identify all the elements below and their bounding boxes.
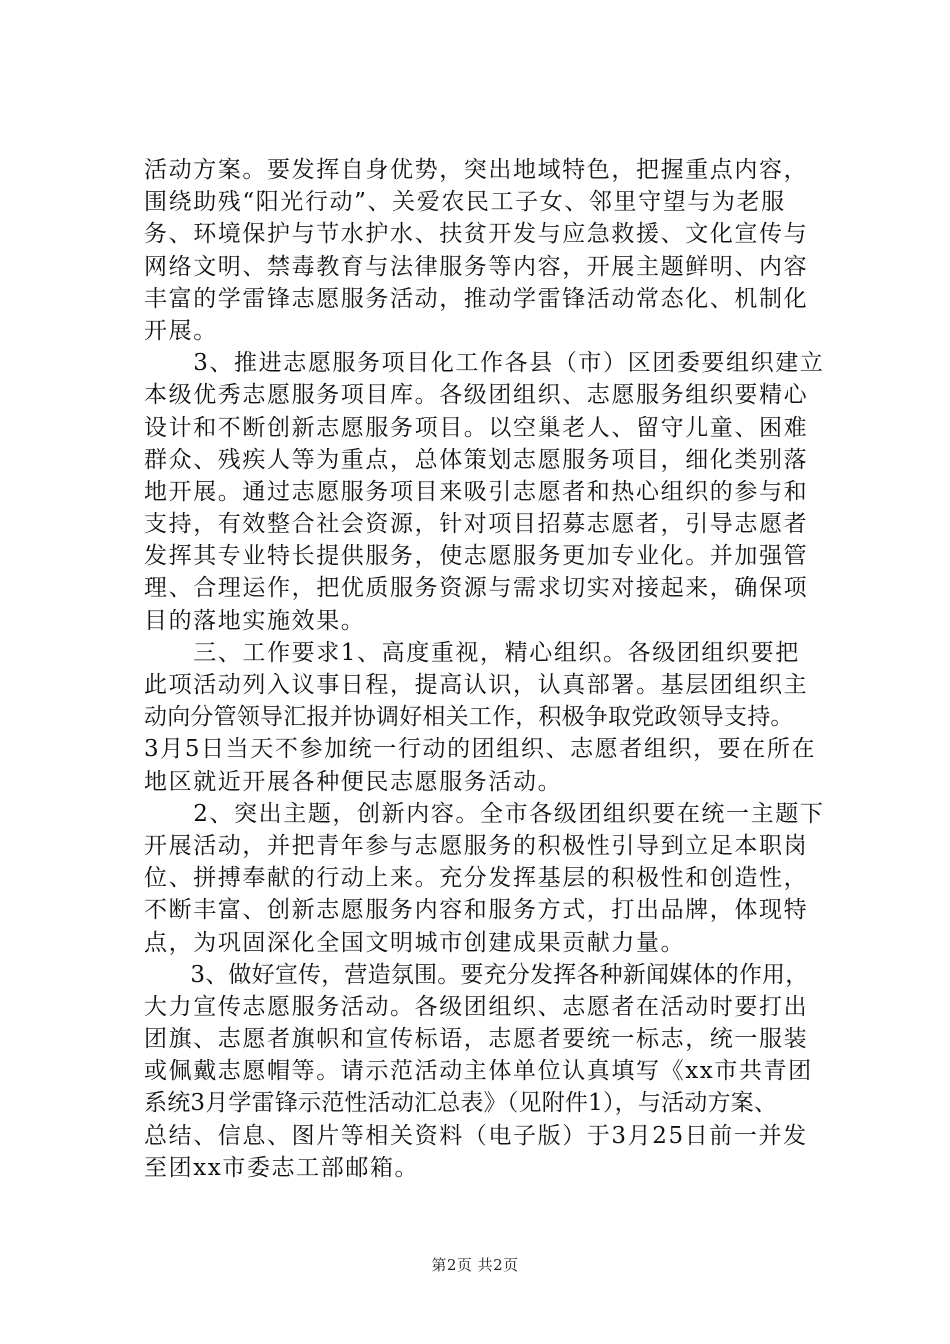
text-line: 不断丰富、创新志愿服务内容和服务方式，打出品牌，体现特: [144, 897, 809, 924]
text-line: 系统3月学雷锋示范性活动汇总表》（见附件1），与活动方案、: [144, 1090, 778, 1117]
text-line: 三、工作要求1、高度重视，精心组织。各级团组织要把: [144, 639, 800, 666]
text-line: 发挥其专业特长提供服务，使志愿服务更加专业化。并加强管: [144, 543, 809, 570]
text-line: 团旗、志愿者旗帜和宣传标语，志愿者要统一标志，统一服装: [144, 1026, 809, 1053]
text-line: 3、做好宣传，营造氛围。要充分发挥各种新闻媒体的作用，: [144, 961, 809, 988]
text-line: 目的落地实施效果。: [144, 607, 366, 634]
text-line: 本级优秀志愿服务项目库。各级团组织、志愿服务组织要精心: [144, 382, 809, 409]
text-line: 动向分管领导汇报并协调好相关工作，积极争取党政领导支持。: [144, 704, 794, 731]
text-line: 开展。: [144, 317, 218, 344]
text-line: 务、环境保护与节水护水、扶贫开发与应急救援、文化宣传与: [144, 221, 809, 248]
text-line: 至团xx市委志工部邮箱。: [144, 1154, 420, 1181]
text-line: 地区就近开展各种便民志愿服务活动。: [144, 768, 563, 795]
text-line: 网络文明、禁毒教育与法律服务等内容，开展主题鲜明、内容: [144, 253, 809, 280]
text-line: 此项活动列入议事日程，提高认识，认真部署。基层团组织主: [144, 672, 809, 698]
text-line: 位、拼搏奉献的行动上来。充分发挥基层的积极性和创造性，: [144, 865, 809, 892]
text-line: 地开展。通过志愿服务项目来吸引志愿者和热心组织的参与和: [144, 478, 809, 505]
text-line: 群众、残疾人等为重点，总体策划志愿服务项目，细化类别落: [144, 446, 809, 473]
text-line: 支持，有效整合社会资源，针对项目招募志愿者，引导志愿者: [144, 511, 809, 538]
text-line: 2、突出主题，创新内容。全市各级团组织要在统一主题下: [144, 800, 825, 827]
document-body: [144, 154, 825, 1184]
text-line: 点，为巩固深化全国文明城市创建成果贡献力量。: [144, 929, 686, 956]
text-line: 丰富的学雷锋志愿服务活动，推动学雷锋活动常态化、机制化: [144, 285, 809, 312]
text-line: 开展活动，并把青年参与志愿服务的积极性引导到立足本职岗: [144, 832, 809, 859]
text-line: 3月5日当天不参加统一行动的团组织、志愿者组织，要在所在: [144, 736, 817, 763]
text-line: 总结、信息、图片等相关资料（电子版）于3月25日前一并发: [144, 1122, 808, 1149]
text-line: 3、推进志愿服务项目化工作各县（市）区团委要组织建立: [144, 350, 825, 377]
text-line: 活动方案。要发挥自身优势，突出地域特色，把握重点内容，: [144, 157, 809, 183]
text-line: 或佩戴志愿帽等。请示范活动主体单位认真填写《xx市共青团: [144, 1058, 813, 1085]
page-footer: 第2页 共2页: [431, 1256, 519, 1274]
text-line: 设计和不断创新志愿服务项目。以空巢老人、留守儿童、困难: [144, 414, 809, 441]
text-line: 理、合理运作，把优质服务资源与需求切实对接起来，确保项: [144, 575, 809, 602]
text-line: 大力宣传志愿服务活动。各级团组织、志愿者在活动时要打出: [144, 993, 809, 1020]
text-line: 围绕助残“阳光行动”、关爱农民工子女、邻里守望与为老服: [144, 189, 786, 216]
